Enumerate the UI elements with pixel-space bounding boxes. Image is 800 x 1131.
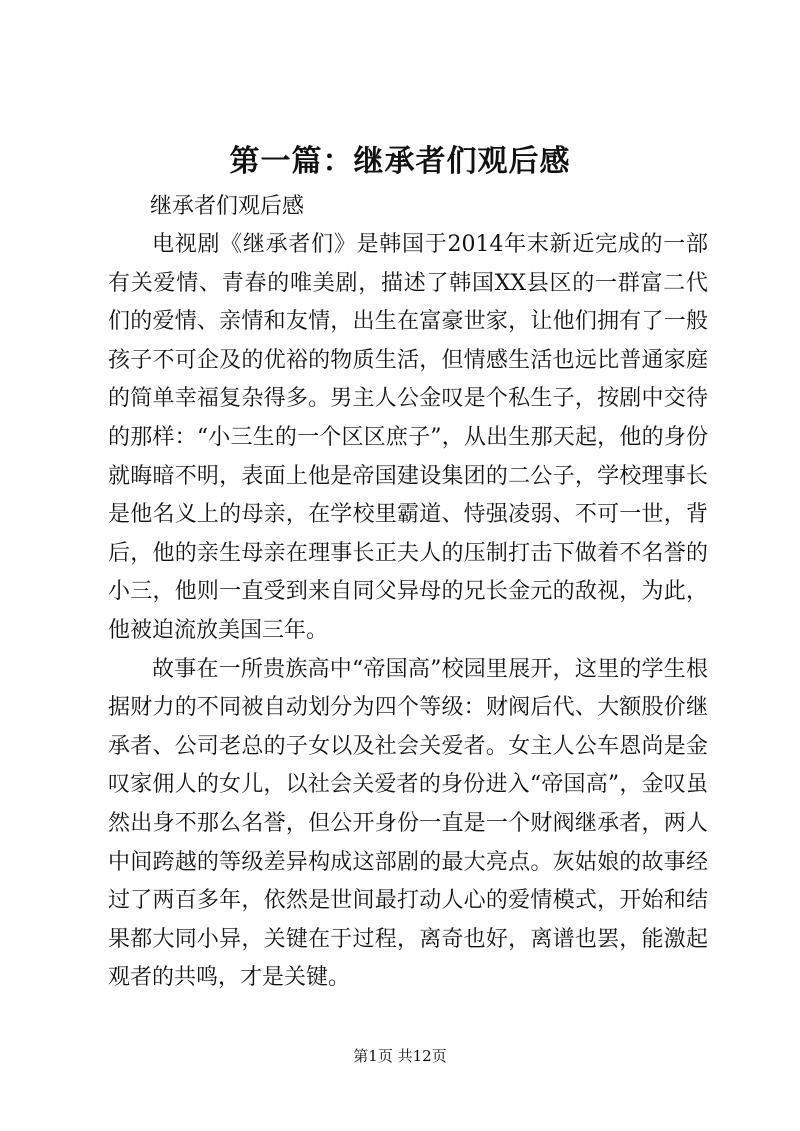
subtitle: 继承者们观后感 — [150, 194, 305, 219]
body-text — [108, 226, 708, 998]
paragraph-1: 电视剧《继承者们》是韩国于2014年末新近完成的一部有关爱情、青春的唯美剧，描述了韩国XX县区的一群富二代们的爱情、亲情和友情，出生在富豪世家，让他们拥有了一般孩子不可企及的优裕的物质生活，但情感生活也远比普通家庭的简单幸福复杂得多。男主人公金叹是个私生子，按剧中交待的那样：“小三生的一个区区庶子”，从出生那天起，他的身份就晦暗不明，表面上他是帝国建设集团的二公子，学校理事长是他名义上的母亲，在学校里霸道、恃强凌弱、不可一世，背后，他的亲生母亲在理事长正夫人的压制打击下做着不名誉的小三，他则一直受到来自同父异母的兄长金元的敌视，为此，他被迫流放美国三年。 — [108, 232, 708, 643]
paragraph-2: 故事在一所贵族高中“帝国高”校园里展开，这里的学生根据财力的不同被自动划分为四个等级：财阀后代、大额股价继承者、公司老总的子女以及社会关爱者。女主人公车恩尚是金叹家佣人的女儿，以社会关爱者的身份进入“帝国高”，金叹虽然出身不那么名誉，但公开身份一直是一个财阀继承者，两人中间跨越的等级差异构成这部剧的最大亮点。灰姑娘的故事经过了两百多年，依然是世间最打动人心的爱情模式，开始和结果都大同小异，关键在于过程，离奇也好，离谱也罢，能激起观者的共鸣，才是关键。 — [108, 656, 708, 991]
page-title: 第一篇：继承者们观后感 — [229, 144, 571, 179]
page-footer: 第1页 共12页 — [353, 1047, 447, 1065]
